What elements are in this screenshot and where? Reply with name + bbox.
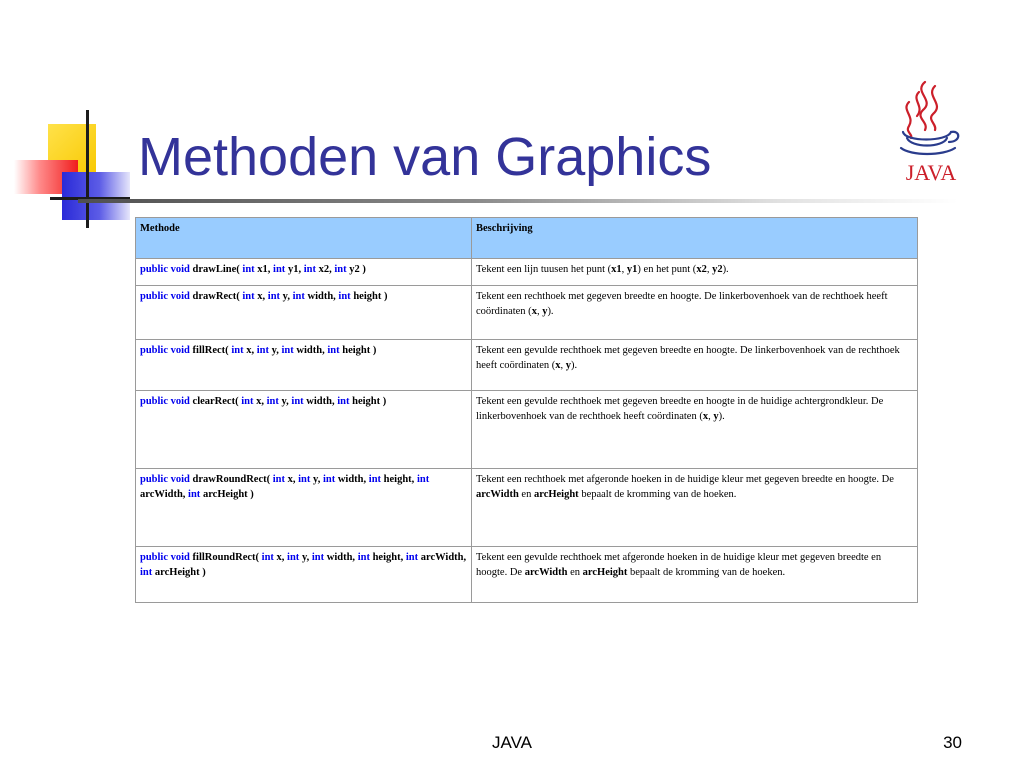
desc-bold: arcWidth: [524, 567, 568, 578]
method-name: drawRoundRect(: [192, 474, 271, 485]
description-cell: [472, 391, 918, 469]
footer-title: JAVA: [492, 733, 532, 752]
desc-text: Tekent een gevulde rechthoek met afgeronde hoeken in de huidige kleur met gegeven breedte en hoogte. De: [476, 552, 882, 578]
param: width,: [337, 474, 367, 485]
method-name: clearRect(: [192, 396, 239, 407]
type: int: [291, 396, 304, 407]
param: x2,: [318, 264, 332, 275]
desc-bold: arcWidth: [476, 489, 519, 500]
type: int: [287, 552, 300, 563]
desc-bold: x: [531, 306, 537, 317]
decor-blue-block: [62, 172, 130, 220]
decor-vertical-line: [86, 110, 89, 228]
param: y,: [301, 552, 310, 563]
desc-bold: x1: [611, 264, 622, 275]
type: int: [292, 291, 305, 302]
title-underline-rule: [78, 199, 958, 203]
type: int: [281, 345, 294, 356]
type: int: [416, 474, 430, 485]
keyword: public void: [140, 291, 190, 302]
desc-text: ).: [718, 411, 725, 422]
desc-text: Tekent een rechthoek met gegeven breedte en hoogte. De linkerbovenhoek van de rechthoek heeft coördinaten (: [476, 291, 888, 317]
method-cell: [136, 286, 472, 340]
type: int: [357, 552, 370, 563]
desc-bold: arcHeight: [533, 489, 579, 500]
desc-text: en: [518, 489, 534, 500]
method-cell: [136, 340, 472, 391]
type: int: [405, 552, 419, 563]
desc-bold: y2: [712, 264, 723, 275]
type: int: [267, 291, 281, 302]
desc-text: ).: [547, 306, 554, 317]
description-cell: [472, 547, 918, 603]
method-name: fillRoundRect(: [192, 552, 260, 563]
desc-bold: y: [565, 360, 572, 371]
desc-bold: y1: [626, 264, 638, 275]
header-methode: Methode: [136, 218, 472, 259]
keyword: public void: [140, 474, 190, 485]
desc-text: Tekent een rechthoek met afgeronde hoeken in de huidige kleur met gegeven breedte en hoogte. De: [476, 474, 894, 485]
description-cell: [472, 259, 918, 286]
param: height,: [383, 474, 415, 485]
java-logo-text: JAVA: [905, 160, 957, 185]
param: height,: [372, 552, 404, 563]
java-logo: [895, 76, 967, 186]
type: int: [242, 291, 255, 302]
type: int: [188, 489, 201, 500]
keyword: public void: [140, 552, 190, 563]
param: height ): [342, 345, 377, 356]
type: int: [311, 552, 325, 563]
type: int: [298, 474, 311, 485]
param: width,: [307, 291, 336, 302]
type: int: [261, 552, 274, 563]
type: int: [322, 474, 336, 485]
desc-bold: arcHeight: [582, 567, 628, 578]
method-name: drawLine(: [192, 264, 240, 275]
param: y,: [313, 474, 321, 485]
slide-number: 30: [943, 733, 962, 752]
header-beschrijving: Beschrijving: [472, 218, 918, 259]
type: int: [337, 396, 350, 407]
desc-text: Tekent een gevulde rechthoek met gegeven breedte en hoogte in de huidige achtergrondkleur. De linkerbovenhoek van de rechthoek heeft coördinaten (: [476, 396, 884, 422]
param: y,: [281, 396, 289, 407]
desc-text: ) en het punt (: [637, 264, 697, 275]
param: y,: [271, 345, 279, 356]
type: int: [338, 291, 351, 302]
type: int: [272, 474, 286, 485]
method-cell: [136, 391, 472, 469]
param: height ): [353, 291, 388, 302]
type: int: [242, 264, 255, 275]
method-cell: [136, 469, 472, 547]
type: int: [368, 474, 382, 485]
keyword: public void: [140, 396, 190, 407]
param: y2 ): [349, 264, 366, 275]
table-header-row: [136, 218, 918, 259]
desc-text: bepaalt de kromming van de hoeken.: [627, 567, 786, 578]
method-cell: [136, 547, 472, 603]
param: arcWidth,: [420, 552, 467, 563]
type: int: [256, 345, 269, 356]
desc-bold: x: [555, 360, 561, 371]
table-row: [136, 259, 918, 286]
type: int: [273, 264, 286, 275]
param: x,: [287, 474, 296, 485]
table-row: [136, 391, 918, 469]
method-name: fillRect(: [192, 345, 229, 356]
desc-text: bepaalt de kromming van de hoeken.: [578, 489, 737, 500]
param: arcHeight ): [154, 567, 206, 578]
description-cell: [472, 340, 918, 391]
description-cell: [472, 469, 918, 547]
desc-text: Tekent een gevulde rechthoek met gegeven breedte en hoogte. De linkerbovenhoek van de rechthoek heeft coördinaten (: [476, 345, 900, 371]
param: y1,: [287, 264, 302, 275]
keyword: public void: [140, 345, 190, 356]
type: int: [231, 345, 244, 356]
desc-text: ,: [560, 360, 566, 371]
desc-bold: y: [713, 411, 719, 422]
desc-text: ,: [708, 411, 714, 422]
desc-text: Tekent een lijn tuusen het punt (: [476, 264, 612, 275]
type: int: [303, 264, 316, 275]
param: height ): [352, 396, 387, 407]
keyword: public void: [140, 264, 190, 275]
desc-text: ).: [571, 360, 578, 371]
param: width,: [296, 345, 325, 356]
desc-text: ,: [706, 264, 713, 275]
method-cell: [136, 259, 472, 286]
type: int: [241, 396, 254, 407]
param: x1,: [257, 264, 271, 275]
description-cell: [472, 286, 918, 340]
slide-title: Methoden van Graphics: [138, 127, 712, 187]
methods-table: [135, 217, 918, 603]
param: width,: [326, 552, 356, 563]
param: arcHeight ): [202, 489, 254, 500]
param: x,: [257, 291, 266, 302]
type: int: [334, 264, 347, 275]
param: arcWidth,: [140, 489, 186, 500]
desc-bold: x2: [696, 264, 707, 275]
table-row: [136, 340, 918, 391]
table-row: [136, 469, 918, 547]
param: x,: [246, 345, 255, 356]
param: width,: [306, 396, 335, 407]
param: x,: [276, 552, 285, 563]
method-name: drawRect(: [192, 291, 240, 302]
param: y,: [282, 291, 290, 302]
desc-bold: x: [702, 411, 709, 422]
type: int: [140, 567, 153, 578]
desc-bold: y: [542, 306, 548, 317]
table-row: [136, 547, 918, 603]
param: x,: [256, 396, 264, 407]
table-row: [136, 286, 918, 340]
desc-text: en: [567, 567, 583, 578]
desc-text: ,: [536, 306, 543, 317]
desc-text: ).: [722, 264, 729, 275]
desc-text: ,: [621, 264, 627, 275]
type: int: [327, 345, 340, 356]
type: int: [266, 396, 279, 407]
